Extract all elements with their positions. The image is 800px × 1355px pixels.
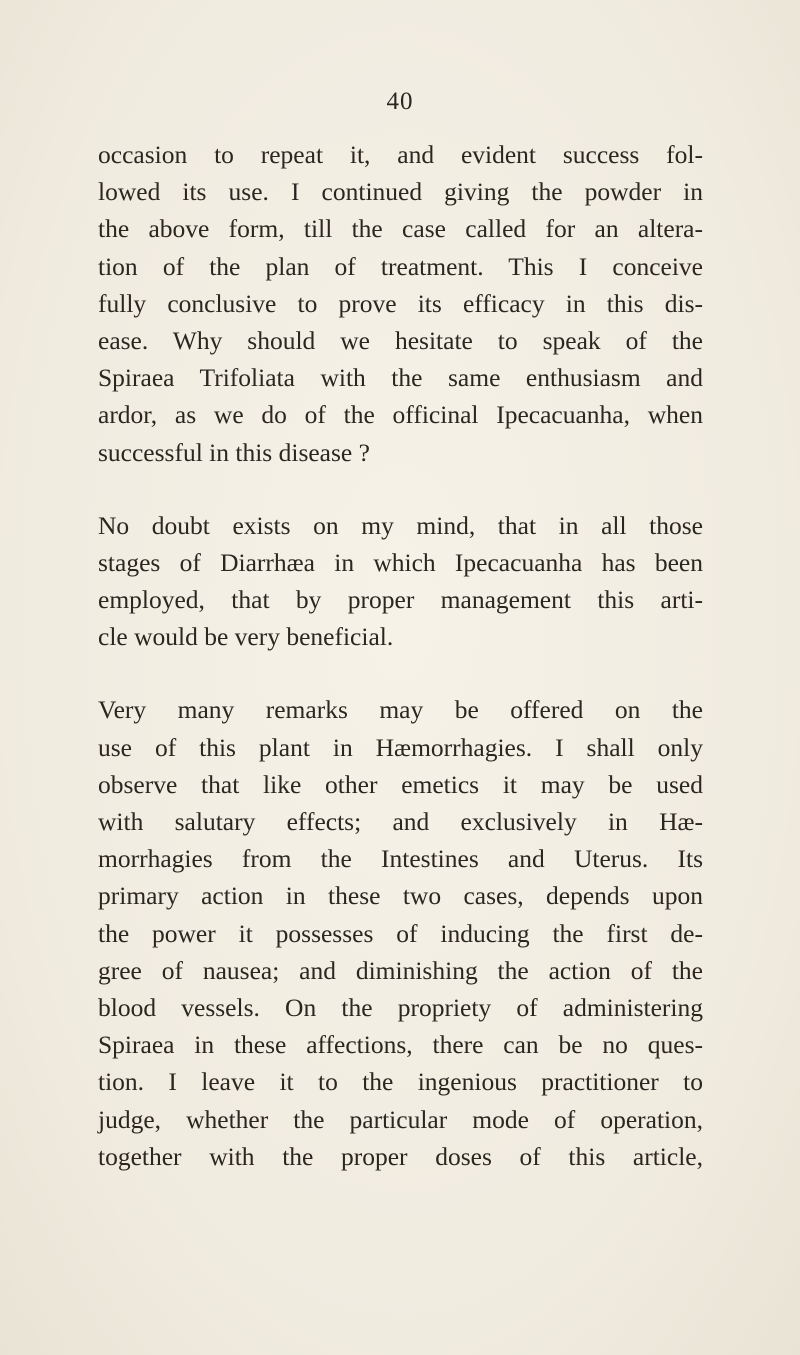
text-line: the power it possesses of inducing the first de- — [98, 918, 703, 948]
paragraph-1 — [98, 136, 703, 471]
text-line: cle would be very beneficial. — [98, 622, 394, 652]
text-line: together with the proper doses of this article, — [98, 1141, 703, 1171]
text-line: tion. I leave it to the ingenious practitioner to — [98, 1067, 703, 1097]
text-line: successful in this disease ? — [98, 437, 370, 467]
text-line: judge, whether the particular mode of operation, — [98, 1104, 703, 1134]
paragraph-2 — [98, 507, 703, 656]
page-number: 40 — [386, 88, 414, 115]
text-line: Spiraea in these affections, there can be no ques- — [98, 1030, 703, 1060]
text-line: fully conclusive to prove its efficacy in this dis- — [98, 288, 703, 318]
text-line: use of this plant in Hæmorrhagies. I shall only — [98, 732, 703, 762]
text-line: No doubt exists on my mind, that in all those — [98, 510, 703, 540]
text-line: lowed its use. I continued giving the powder in — [98, 177, 703, 207]
text-line: the above form, till the case called for an altera- — [98, 214, 703, 244]
text-line: stages of Diarrhæa in which Ipecacuanha has been — [98, 547, 703, 577]
text-line: primary action in these two cases, depends upon — [98, 881, 703, 911]
text-line: ardor, as we do of the officinal Ipecacuanha, when — [98, 400, 703, 430]
text-line: Spiraea Trifoliata with the same enthusiasm and — [98, 363, 703, 393]
text-line: employed, that by proper management this arti- — [98, 585, 703, 615]
body-text — [98, 136, 703, 1175]
text-line: blood vessels. On the propriety of administering — [98, 992, 703, 1022]
text-line: tion of the plan of treatment. This I conceive — [98, 251, 703, 281]
text-line: Very many remarks may be offered on the — [98, 695, 703, 725]
text-line: with salutary effects; and exclusively in Hæ- — [98, 807, 703, 836]
text-line: observe that like other emetics it may be used — [98, 769, 703, 799]
text-line: gree of nausea; and diminishing the action of the — [98, 955, 703, 985]
text-line: occasion to repeat it, and evident success fol- — [98, 140, 703, 169]
paragraph-3 — [98, 691, 703, 1174]
text-line: ease. Why should we hesitate to speak of the — [98, 325, 703, 355]
text-line: morrhagies from the Intestines and Uterus. Its — [98, 844, 703, 874]
